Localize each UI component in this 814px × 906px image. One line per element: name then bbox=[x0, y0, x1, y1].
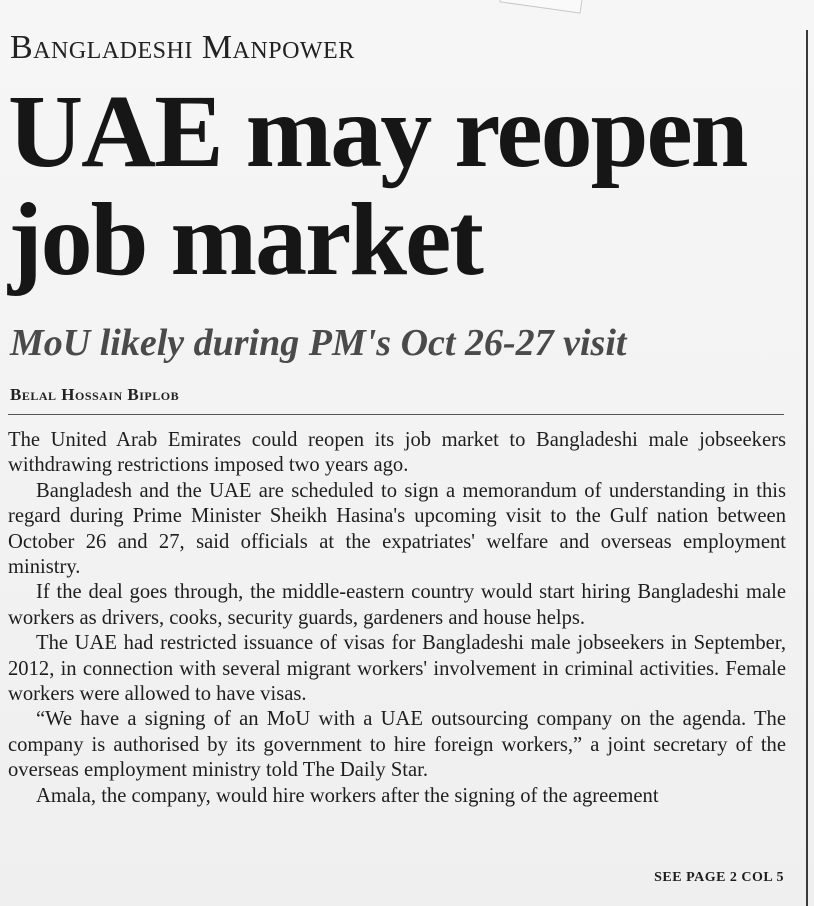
paragraph: The UAE had restricted issuance of visas for Bangladeshi male jobseekers in September, 2012, in connection with several migrant workers' involvement in criminal activities. Female workers were allowed to have visas. bbox=[8, 632, 786, 706]
paragraph: Amala, the company, would hire workers after the signing of the agreement bbox=[36, 784, 659, 807]
paragraph: If the deal goes through, the middle-eastern country would start hiring Bangladeshi male workers as drivers, cooks, security guards, gardeners and house helps. bbox=[8, 581, 786, 629]
paragraph: “We have a signing of an MoU with a UAE outsourcing company on the agenda. The company is authorised by its government to hire foreign workers,” a joint secretary of the overseas employment ministry told The Daily Star. bbox=[8, 708, 786, 782]
section-kicker: Bangladeshi Manpower bbox=[10, 29, 355, 66]
paragraph: Bangladesh and the UAE are scheduled to sign a memorandum of understanding in this regard during Prime Minister Sheikh Hasina's upcoming visit to the Gulf nation between October 26 and 27, said officials at the expatriates' welfare and overseas employment ministry. bbox=[8, 479, 786, 579]
column-rule bbox=[806, 30, 808, 906]
paragraph: The United Arab Emirates could reopen its job market to Bangladeshi male jobseekers withdrawing restrictions imposed two years ago. bbox=[8, 429, 786, 477]
article-body bbox=[8, 428, 786, 809]
byline: Belal Hossain Biplob bbox=[10, 385, 180, 404]
headline: UAE may reopen job market bbox=[8, 74, 747, 297]
continuation-reference: SEE PAGE 2 COL 5 bbox=[654, 870, 784, 885]
divider bbox=[8, 414, 784, 415]
subheadline: MoU likely during PM's Oct 26-27 visit bbox=[10, 322, 627, 364]
paper-corner-edge bbox=[499, 0, 582, 14]
